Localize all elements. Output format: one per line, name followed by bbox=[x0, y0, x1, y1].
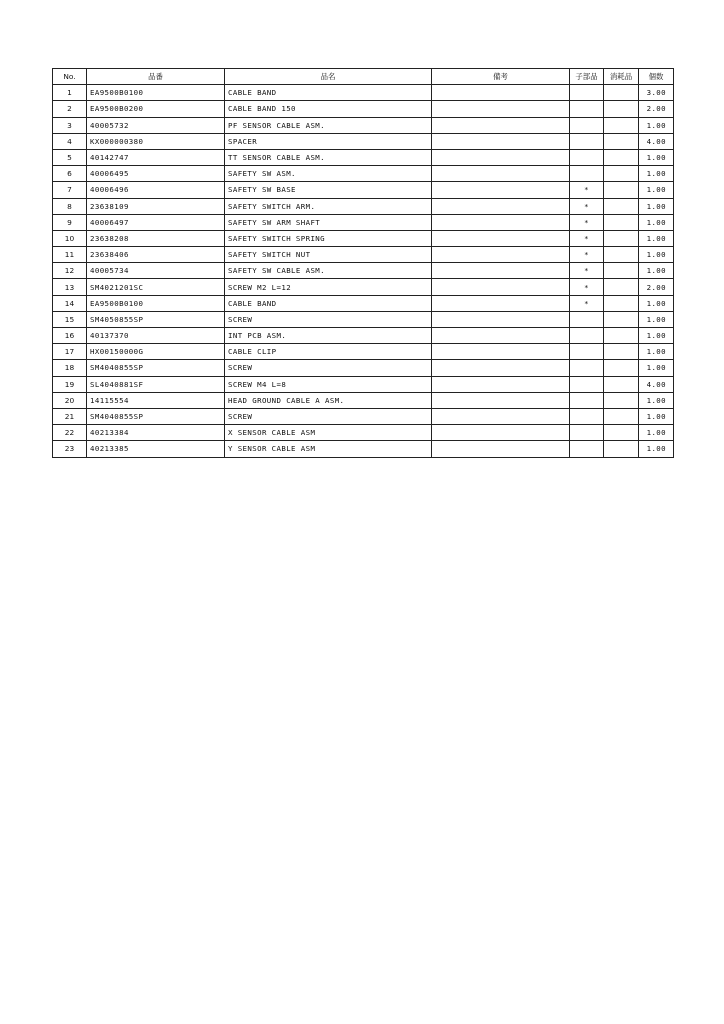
table-header-row bbox=[53, 69, 674, 85]
cell-remarks bbox=[432, 425, 570, 441]
cell-sub-part bbox=[570, 166, 604, 182]
cell-part-name: SCREW M2 L=12 bbox=[225, 279, 432, 295]
table-row bbox=[53, 198, 674, 214]
cell-remarks bbox=[432, 133, 570, 149]
table-row bbox=[53, 295, 674, 311]
cell-remarks bbox=[432, 392, 570, 408]
cell-part-name: SAFETY SW BASE bbox=[225, 182, 432, 198]
table-row bbox=[53, 133, 674, 149]
cell-consumable bbox=[604, 182, 639, 198]
cell-quantity: 1.00 bbox=[639, 328, 674, 344]
cell-quantity: 4.00 bbox=[639, 133, 674, 149]
cell-sub-part: * bbox=[570, 247, 604, 263]
cell-remarks bbox=[432, 198, 570, 214]
table-body bbox=[53, 85, 674, 457]
cell-part-name: SAFETY SW ARM SHAFT bbox=[225, 214, 432, 230]
cell-quantity: 1.00 bbox=[639, 263, 674, 279]
cell-quantity: 1.00 bbox=[639, 408, 674, 424]
cell-quantity: 2.00 bbox=[639, 279, 674, 295]
cell-sub-part: * bbox=[570, 295, 604, 311]
cell-part-number: SL4040881SF bbox=[87, 376, 225, 392]
cell-no: 15 bbox=[53, 311, 87, 327]
cell-no: 11 bbox=[53, 247, 87, 263]
cell-sub-part bbox=[570, 441, 604, 457]
cell-part-name: PF SENSOR CABLE ASM. bbox=[225, 117, 432, 133]
cell-no: 18 bbox=[53, 360, 87, 376]
table-row bbox=[53, 376, 674, 392]
cell-quantity: 1.00 bbox=[639, 247, 674, 263]
cell-no: 16 bbox=[53, 328, 87, 344]
cell-consumable bbox=[604, 360, 639, 376]
cell-quantity: 1.00 bbox=[639, 311, 674, 327]
cell-part-number: 40213385 bbox=[87, 441, 225, 457]
cell-quantity: 1.00 bbox=[639, 214, 674, 230]
cell-consumable bbox=[604, 328, 639, 344]
cell-part-number: 40006497 bbox=[87, 214, 225, 230]
cell-sub-part bbox=[570, 408, 604, 424]
cell-part-name: SAFETY SWITCH ARM. bbox=[225, 198, 432, 214]
cell-sub-part bbox=[570, 425, 604, 441]
cell-part-number: 40006496 bbox=[87, 182, 225, 198]
cell-consumable bbox=[604, 230, 639, 246]
cell-quantity: 1.00 bbox=[639, 295, 674, 311]
cell-part-name: SAFETY SW CABLE ASM. bbox=[225, 263, 432, 279]
cell-sub-part bbox=[570, 392, 604, 408]
cell-sub-part bbox=[570, 344, 604, 360]
cell-quantity: 1.00 bbox=[639, 166, 674, 182]
cell-part-name: SCREW M4 L=8 bbox=[225, 376, 432, 392]
table-row bbox=[53, 166, 674, 182]
cell-part-name: SPACER bbox=[225, 133, 432, 149]
cell-no: 12 bbox=[53, 263, 87, 279]
cell-no: 19 bbox=[53, 376, 87, 392]
cell-part-name: SCREW bbox=[225, 360, 432, 376]
cell-no: 1 bbox=[53, 85, 87, 101]
cell-no: 4 bbox=[53, 133, 87, 149]
cell-consumable bbox=[604, 247, 639, 263]
cell-remarks bbox=[432, 230, 570, 246]
cell-part-number: KX000000380 bbox=[87, 133, 225, 149]
table-row bbox=[53, 182, 674, 198]
cell-part-number: EA9500B0100 bbox=[87, 295, 225, 311]
table-row bbox=[53, 360, 674, 376]
cell-quantity: 1.00 bbox=[639, 344, 674, 360]
cell-remarks bbox=[432, 408, 570, 424]
cell-remarks bbox=[432, 85, 570, 101]
cell-part-number: SM4040855SP bbox=[87, 408, 225, 424]
cell-consumable bbox=[604, 101, 639, 117]
cell-no: 23 bbox=[53, 441, 87, 457]
cell-sub-part bbox=[570, 376, 604, 392]
cell-no: 5 bbox=[53, 149, 87, 165]
cell-part-name: SAFETY SWITCH SPRING bbox=[225, 230, 432, 246]
table-row bbox=[53, 85, 674, 101]
parts-list-table bbox=[52, 68, 674, 458]
cell-sub-part bbox=[570, 360, 604, 376]
cell-remarks bbox=[432, 214, 570, 230]
cell-sub-part: * bbox=[570, 214, 604, 230]
cell-remarks bbox=[432, 311, 570, 327]
cell-part-number: 40005734 bbox=[87, 263, 225, 279]
table-row bbox=[53, 149, 674, 165]
cell-no: 13 bbox=[53, 279, 87, 295]
cell-no: 6 bbox=[53, 166, 87, 182]
table-row bbox=[53, 344, 674, 360]
cell-quantity: 1.00 bbox=[639, 230, 674, 246]
cell-part-name: SAFETY SWITCH NUT bbox=[225, 247, 432, 263]
table-row bbox=[53, 263, 674, 279]
cell-sub-part bbox=[570, 133, 604, 149]
header-sub-part: 子部品 bbox=[570, 69, 604, 85]
cell-quantity: 1.00 bbox=[639, 441, 674, 457]
cell-remarks bbox=[432, 376, 570, 392]
cell-part-number: 40137370 bbox=[87, 328, 225, 344]
cell-part-name: SCREW bbox=[225, 408, 432, 424]
cell-remarks bbox=[432, 344, 570, 360]
cell-quantity: 1.00 bbox=[639, 425, 674, 441]
cell-consumable bbox=[604, 117, 639, 133]
header-consumable: 消耗品 bbox=[604, 69, 639, 85]
cell-remarks bbox=[432, 295, 570, 311]
cell-remarks bbox=[432, 247, 570, 263]
header-no: No. bbox=[53, 69, 87, 85]
cell-no: 22 bbox=[53, 425, 87, 441]
cell-sub-part: * bbox=[570, 263, 604, 279]
cell-part-name: TT SENSOR CABLE ASM. bbox=[225, 149, 432, 165]
cell-part-name: SAFETY SW ASM. bbox=[225, 166, 432, 182]
header-remarks: 備考 bbox=[432, 69, 570, 85]
cell-consumable bbox=[604, 425, 639, 441]
cell-part-name: CABLE BAND 150 bbox=[225, 101, 432, 117]
cell-quantity: 1.00 bbox=[639, 198, 674, 214]
table-row bbox=[53, 101, 674, 117]
cell-part-name: INT PCB ASM. bbox=[225, 328, 432, 344]
cell-no: 8 bbox=[53, 198, 87, 214]
cell-sub-part bbox=[570, 328, 604, 344]
cell-remarks bbox=[432, 441, 570, 457]
cell-part-number: EA9500B0200 bbox=[87, 101, 225, 117]
cell-no: 3 bbox=[53, 117, 87, 133]
cell-remarks bbox=[432, 101, 570, 117]
cell-consumable bbox=[604, 295, 639, 311]
cell-part-number: 40142747 bbox=[87, 149, 225, 165]
cell-consumable bbox=[604, 408, 639, 424]
table-row bbox=[53, 441, 674, 457]
cell-part-number: SM4040855SP bbox=[87, 360, 225, 376]
cell-no: 17 bbox=[53, 344, 87, 360]
cell-part-number: SM4050855SP bbox=[87, 311, 225, 327]
cell-no: 10 bbox=[53, 230, 87, 246]
cell-part-name: CABLE BAND bbox=[225, 295, 432, 311]
cell-part-number: HX00150000G bbox=[87, 344, 225, 360]
header-part-number: 品番 bbox=[87, 69, 225, 85]
cell-consumable bbox=[604, 376, 639, 392]
cell-consumable bbox=[604, 263, 639, 279]
cell-part-name: Y SENSOR CABLE ASM bbox=[225, 441, 432, 457]
cell-consumable bbox=[604, 311, 639, 327]
table-row bbox=[53, 392, 674, 408]
cell-sub-part bbox=[570, 85, 604, 101]
cell-remarks bbox=[432, 279, 570, 295]
cell-sub-part: * bbox=[570, 182, 604, 198]
cell-consumable bbox=[604, 441, 639, 457]
cell-consumable bbox=[604, 133, 639, 149]
cell-no: 9 bbox=[53, 214, 87, 230]
table-row bbox=[53, 247, 674, 263]
cell-quantity: 1.00 bbox=[639, 117, 674, 133]
cell-sub-part bbox=[570, 101, 604, 117]
cell-part-name: HEAD GROUND CABLE A ASM. bbox=[225, 392, 432, 408]
cell-part-number: 23638208 bbox=[87, 230, 225, 246]
cell-sub-part: * bbox=[570, 198, 604, 214]
cell-part-name: SCREW bbox=[225, 311, 432, 327]
cell-part-number: 14115554 bbox=[87, 392, 225, 408]
cell-consumable bbox=[604, 149, 639, 165]
cell-remarks bbox=[432, 182, 570, 198]
cell-remarks bbox=[432, 328, 570, 344]
cell-no: 21 bbox=[53, 408, 87, 424]
cell-quantity: 4.00 bbox=[639, 376, 674, 392]
table-row bbox=[53, 230, 674, 246]
cell-quantity: 1.00 bbox=[639, 360, 674, 376]
table-row bbox=[53, 117, 674, 133]
table-row bbox=[53, 279, 674, 295]
cell-no: 7 bbox=[53, 182, 87, 198]
table-row bbox=[53, 214, 674, 230]
cell-no: 2 bbox=[53, 101, 87, 117]
cell-part-number: 23638406 bbox=[87, 247, 225, 263]
cell-part-number: 40213384 bbox=[87, 425, 225, 441]
cell-sub-part: * bbox=[570, 279, 604, 295]
cell-part-name: X SENSOR CABLE ASM bbox=[225, 425, 432, 441]
cell-remarks bbox=[432, 263, 570, 279]
cell-sub-part: * bbox=[570, 230, 604, 246]
cell-consumable bbox=[604, 198, 639, 214]
cell-quantity: 1.00 bbox=[639, 182, 674, 198]
cell-remarks bbox=[432, 117, 570, 133]
cell-consumable bbox=[604, 344, 639, 360]
cell-quantity: 1.00 bbox=[639, 392, 674, 408]
header-part-name: 品名 bbox=[225, 69, 432, 85]
cell-quantity: 3.00 bbox=[639, 85, 674, 101]
cell-remarks bbox=[432, 360, 570, 376]
cell-part-number: 23638109 bbox=[87, 198, 225, 214]
cell-sub-part bbox=[570, 311, 604, 327]
cell-consumable bbox=[604, 392, 639, 408]
cell-no: 14 bbox=[53, 295, 87, 311]
table-row bbox=[53, 425, 674, 441]
cell-part-number: SM4021201SC bbox=[87, 279, 225, 295]
cell-part-number: EA9500B0100 bbox=[87, 85, 225, 101]
table-row bbox=[53, 408, 674, 424]
cell-part-name: CABLE BAND bbox=[225, 85, 432, 101]
cell-part-number: 40005732 bbox=[87, 117, 225, 133]
cell-quantity: 2.00 bbox=[639, 101, 674, 117]
header-quantity: 個数 bbox=[639, 69, 674, 85]
table-row bbox=[53, 311, 674, 327]
cell-no: 20 bbox=[53, 392, 87, 408]
cell-quantity: 1.00 bbox=[639, 149, 674, 165]
table-row bbox=[53, 328, 674, 344]
cell-remarks bbox=[432, 149, 570, 165]
cell-sub-part bbox=[570, 117, 604, 133]
cell-sub-part bbox=[570, 149, 604, 165]
cell-part-name: CABLE CLIP bbox=[225, 344, 432, 360]
cell-remarks bbox=[432, 166, 570, 182]
cell-consumable bbox=[604, 214, 639, 230]
cell-consumable bbox=[604, 85, 639, 101]
cell-consumable bbox=[604, 279, 639, 295]
cell-part-number: 40006495 bbox=[87, 166, 225, 182]
cell-consumable bbox=[604, 166, 639, 182]
